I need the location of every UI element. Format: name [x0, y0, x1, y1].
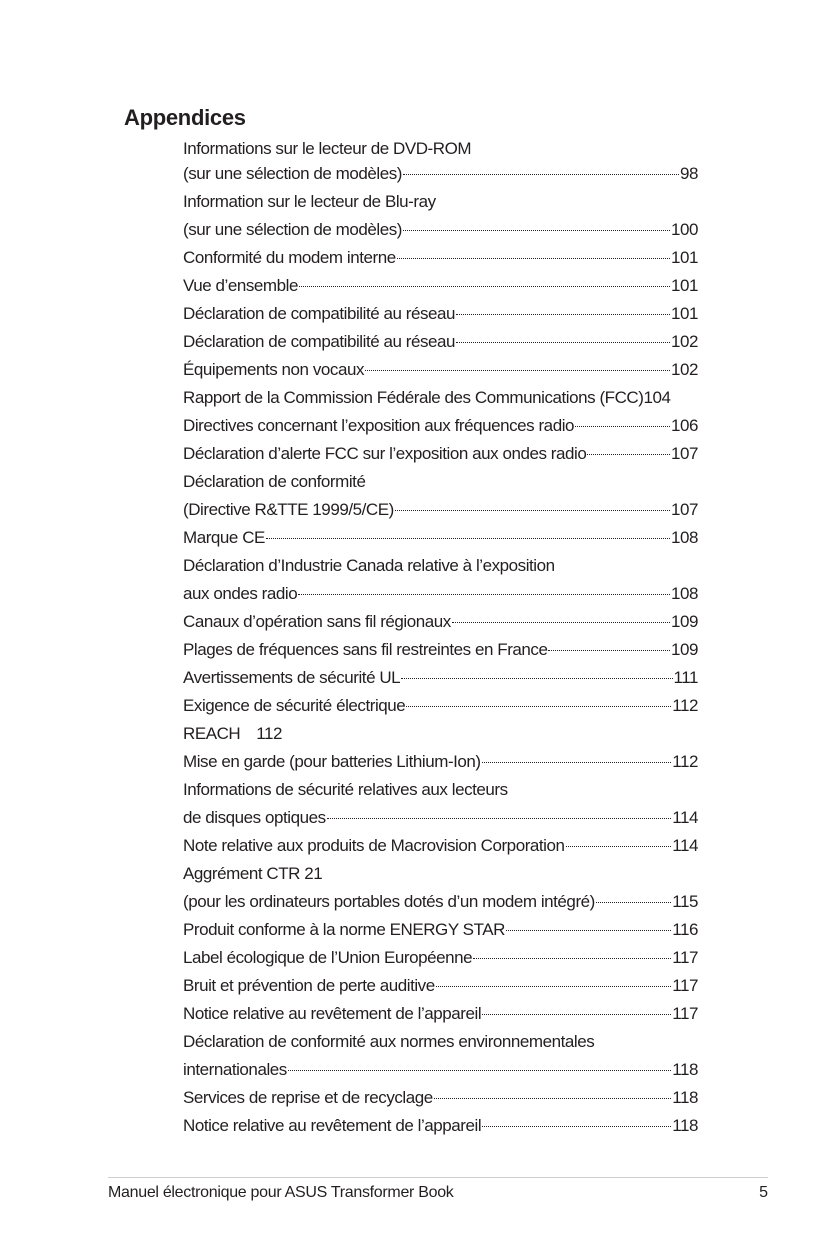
dot-leader	[456, 314, 670, 315]
toc-entry-title: internationales	[183, 1060, 287, 1079]
toc-page-number: 104	[643, 388, 671, 407]
toc-page-number: 102	[670, 360, 698, 379]
toc-entry-title: Canaux d’opération sans fil régionaux	[183, 612, 451, 631]
dot-leader	[299, 286, 670, 287]
toc-entry-title: Exigence de sécurité électrique	[183, 696, 406, 715]
toc-entry-line	[183, 721, 698, 749]
toc-entry-title: Produit conforme à la norme ENERGY STAR	[183, 920, 505, 939]
toc-entry[interactable]	[183, 357, 698, 385]
toc-entry-title: Rapport de la Commission Fédérale des Communications (FCC)	[183, 388, 644, 407]
toc-entry-title: Label écologique de l’Union Européenne	[183, 948, 473, 967]
toc-entry[interactable]	[183, 385, 698, 413]
toc-entry-line	[183, 161, 698, 189]
toc-page-number: 107	[670, 500, 698, 519]
toc-entry-line	[183, 137, 698, 161]
toc-entry-line	[183, 1113, 698, 1141]
toc-page-number: 115	[672, 892, 698, 911]
toc-entry[interactable]	[183, 329, 698, 357]
toc-page-number: 108	[670, 584, 698, 603]
dot-leader	[434, 1098, 671, 1099]
toc-entry-line	[183, 861, 698, 889]
toc-entry-title: Marque CE	[183, 528, 265, 547]
toc-entry-line	[183, 833, 698, 861]
toc-entry[interactable]	[183, 413, 698, 441]
toc-page-number: 112	[672, 752, 698, 771]
footer-divider	[108, 1177, 768, 1178]
toc-entry[interactable]	[183, 1001, 698, 1029]
toc-page-number: 112	[672, 696, 698, 715]
dot-leader	[327, 818, 672, 819]
toc-entry-title: de disques optiques	[183, 808, 326, 827]
toc-entry-title: Notice relative au revêtement de l’appareil	[183, 1004, 482, 1023]
dot-leader	[596, 902, 671, 903]
toc-entry-title: Notice relative au revêtement de l’appareil	[183, 1116, 482, 1135]
toc-entry-line	[183, 777, 698, 805]
toc-entry[interactable]	[183, 469, 698, 525]
toc-entry-title: Conformité du modem interne	[183, 248, 396, 267]
toc-entry[interactable]	[183, 777, 698, 833]
dot-leader	[482, 1126, 671, 1127]
toc-entry[interactable]	[183, 441, 698, 469]
toc-entry-title: Avertissements de sécurité UL	[183, 668, 401, 687]
toc-page-number: 101	[670, 304, 698, 323]
toc-page-number: 108	[670, 528, 698, 547]
toc-entry-line	[183, 1029, 698, 1057]
toc-entry-title: Informations sur le lecteur de DVD-ROM	[183, 139, 472, 158]
dot-leader	[436, 986, 671, 987]
toc-entry-title: Informations de sécurité relatives aux lecteurs	[183, 780, 508, 799]
toc-entry-title: Déclaration de compatibilité au réseau	[183, 304, 456, 323]
dot-leader	[473, 958, 671, 959]
toc-entry-line	[183, 1085, 698, 1113]
toc-page-number: 101	[670, 276, 698, 295]
toc-entry-title: (pour les ordinateurs portables dotés d’un modem intégré)	[183, 892, 595, 911]
table-of-contents	[183, 137, 698, 1141]
toc-entry-line	[183, 945, 698, 973]
toc-page-number: 118	[672, 1088, 698, 1107]
toc-entry-line	[183, 553, 698, 581]
toc-page-number: 102	[670, 332, 698, 351]
toc-entry[interactable]	[183, 665, 698, 693]
toc-entry-line	[183, 301, 698, 329]
toc-entry-title: Note relative aux produits de Macrovision Corporation	[183, 836, 565, 855]
toc-entry[interactable]	[183, 1113, 698, 1141]
dot-leader	[298, 594, 670, 595]
section-title: Appendices	[124, 105, 246, 130]
toc-entry[interactable]	[183, 917, 698, 945]
toc-entry-line	[183, 973, 698, 1001]
toc-entry[interactable]	[183, 553, 698, 609]
dot-leader	[401, 678, 672, 679]
toc-entry-line	[183, 245, 698, 273]
toc-entry-title: Vue d’ensemble	[183, 276, 298, 295]
toc-entry-title: Aggrément CTR 21	[183, 864, 323, 883]
footer-title: Manuel électronique pour ASUS Transformer Book	[108, 1184, 454, 1201]
toc-page-number: 106	[670, 416, 698, 435]
toc-entry-title: Services de reprise et de recyclage	[183, 1088, 433, 1107]
toc-entry-line	[183, 497, 698, 525]
toc-page-number: 118	[672, 1116, 698, 1135]
toc-entry-line	[183, 357, 698, 385]
dot-leader	[482, 762, 672, 763]
toc-entry-line	[183, 609, 698, 637]
toc-entry[interactable]	[183, 1085, 698, 1113]
toc-entry-line	[183, 749, 698, 777]
toc-page-number: 107	[670, 444, 698, 463]
toc-entry[interactable]	[183, 301, 698, 329]
toc-entry[interactable]	[183, 245, 698, 273]
toc-entry-line	[183, 805, 698, 833]
toc-entry-line	[183, 1001, 698, 1029]
footer-page-number: 5	[759, 1184, 768, 1201]
toc-entry-line	[183, 469, 698, 497]
toc-entry[interactable]	[183, 189, 698, 245]
toc-entry-line	[183, 917, 698, 945]
toc-entry-line	[183, 413, 698, 441]
toc-entry[interactable]	[183, 973, 698, 1001]
toc-entry[interactable]	[183, 693, 698, 721]
toc-entry-title: aux ondes radio	[183, 584, 298, 603]
toc-page-number: 114	[672, 808, 698, 827]
toc-entry-title: Déclaration de compatibilité au réseau	[183, 332, 456, 351]
toc-entry[interactable]	[183, 1029, 698, 1085]
toc-entry-title: (Directive R&TTE 1999/5/CE)	[183, 500, 394, 519]
dot-leader	[452, 622, 670, 623]
dot-leader	[403, 230, 670, 231]
toc-page-number: 100	[670, 220, 698, 239]
toc-entry-line	[183, 889, 698, 917]
dot-leader	[506, 930, 671, 931]
toc-entry-title: REACH	[183, 724, 241, 743]
toc-entry-line	[183, 1057, 698, 1085]
toc-entry-line	[183, 525, 698, 553]
toc-entry[interactable]	[183, 749, 698, 777]
toc-entry-line	[183, 441, 698, 469]
toc-entry-title: Mise en garde (pour batteries Lithium-Ion)	[183, 752, 481, 771]
dot-leader	[575, 426, 670, 427]
dot-leader	[548, 650, 670, 651]
toc-page-number: 116	[672, 920, 698, 939]
dot-leader	[587, 454, 670, 455]
dot-leader	[403, 174, 679, 175]
toc-entry-title: (sur une sélection de modèles)	[183, 220, 402, 239]
toc-page-number: 117	[672, 948, 698, 967]
toc-page-number: 111	[673, 668, 698, 687]
toc-entry-line	[183, 273, 698, 301]
toc-entry-line	[183, 665, 698, 693]
toc-entry-line	[183, 329, 698, 357]
toc-entry-title: Déclaration d’Industrie Canada relative à l’exposition	[183, 556, 555, 575]
toc-entry[interactable]	[183, 609, 698, 637]
toc-page-number: 117	[672, 1004, 698, 1023]
dot-leader	[482, 1014, 671, 1015]
toc-entry-title: (sur une sélection de modèles)	[183, 164, 402, 183]
toc-entry-title: Plages de fréquences sans fil restreintes en France	[183, 640, 548, 659]
dot-leader	[395, 510, 670, 511]
toc-entry-title: Bruit et prévention de perte auditive	[183, 976, 435, 995]
toc-entry[interactable]	[183, 273, 698, 301]
dot-leader	[397, 258, 670, 259]
toc-page-number: 114	[672, 836, 698, 855]
toc-entry-line	[183, 637, 698, 665]
toc-entry-title: Déclaration de conformité	[183, 472, 366, 491]
toc-entry[interactable]	[183, 721, 698, 749]
toc-entry[interactable]	[183, 137, 698, 189]
toc-entry[interactable]	[183, 637, 698, 665]
toc-entry-line	[183, 385, 698, 413]
toc-entry[interactable]	[183, 525, 698, 553]
dot-leader	[456, 342, 670, 343]
toc-entry-line	[183, 693, 698, 721]
toc-page-number: 118	[672, 1060, 698, 1079]
toc-page-number: 101	[670, 248, 698, 267]
toc-entry[interactable]	[183, 945, 698, 973]
toc-entry-line	[183, 189, 698, 217]
dot-leader	[288, 1070, 671, 1071]
toc-entry-line	[183, 217, 698, 245]
dot-leader	[566, 846, 672, 847]
toc-entry-title: Équipements non vocaux	[183, 360, 365, 379]
toc-page-number: 117	[672, 976, 698, 995]
toc-entry-title: Directives concernant l’exposition aux fréquences radio	[183, 416, 575, 435]
dot-leader	[365, 370, 670, 371]
toc-page-number: 98	[679, 164, 698, 183]
toc-page-number: 109	[670, 612, 698, 631]
toc-entry[interactable]	[183, 861, 698, 917]
dot-leader	[406, 706, 671, 707]
toc-entry[interactable]	[183, 833, 698, 861]
toc-entry-title: Déclaration d’alerte FCC sur l’exposition aux ondes radio	[183, 444, 587, 463]
toc-page-number: 112	[256, 724, 283, 743]
toc-entry-line	[183, 581, 698, 609]
toc-entry-title: Déclaration de conformité aux normes environnementales	[183, 1032, 595, 1051]
toc-page-number: 109	[670, 640, 698, 659]
dot-leader	[266, 538, 670, 539]
toc-entry-title: Information sur le lecteur de Blu-ray	[183, 192, 436, 211]
